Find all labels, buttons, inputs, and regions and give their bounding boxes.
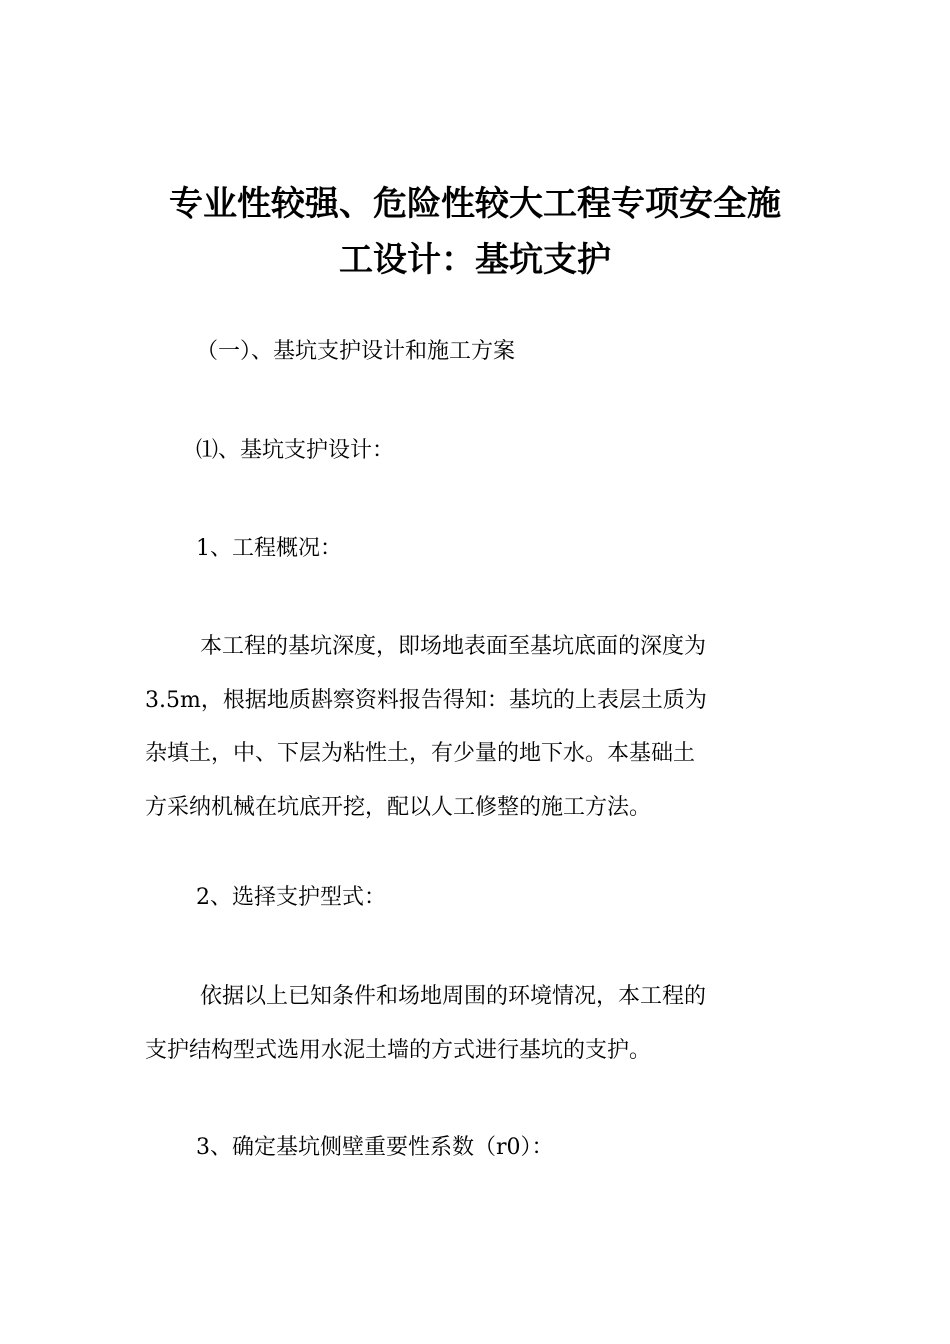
title-line-1: 专业性较强、危险性较大工程专项安全施 (169, 184, 781, 224)
subsection-heading: ⑴、基坑支护设计： (196, 438, 395, 463)
item2-heading: 2、选择支护型式： (196, 885, 386, 910)
paragraph-line: 本工程的基坑深度，即场地表面至基坑底面的深度为 (200, 634, 707, 659)
paragraph-line: 杂填土，中、下层为粘性土，有少量的地下水。本基础土 (145, 741, 696, 766)
section-heading: （一）、基坑支护设计和施工方案 (196, 339, 516, 364)
paragraph-line: 依据以上已知条件和场地周围的环境情况，本工程的 (200, 984, 707, 1009)
document-title (140, 176, 810, 288)
item1-paragraph (145, 620, 810, 834)
paragraph-line: 方采纳机械在坑底开挖，配以人工修整的施工方法。 (145, 794, 652, 820)
item3-heading: 3、确定基坑侧壁重要性系数（r0）： (196, 1135, 554, 1160)
title-line-2: 工设计：基坑支护 (339, 240, 611, 280)
item2-paragraph (145, 970, 810, 1077)
paragraph-line: 支护结构型式选用水泥土墙的方式进行基坑的支护。 (145, 1037, 652, 1063)
paragraph-line: 3.5m，根据地质斟察资料报告得知：基坑的上表层土质为 (145, 687, 707, 713)
item1-heading: 1、工程概况： (196, 536, 342, 561)
